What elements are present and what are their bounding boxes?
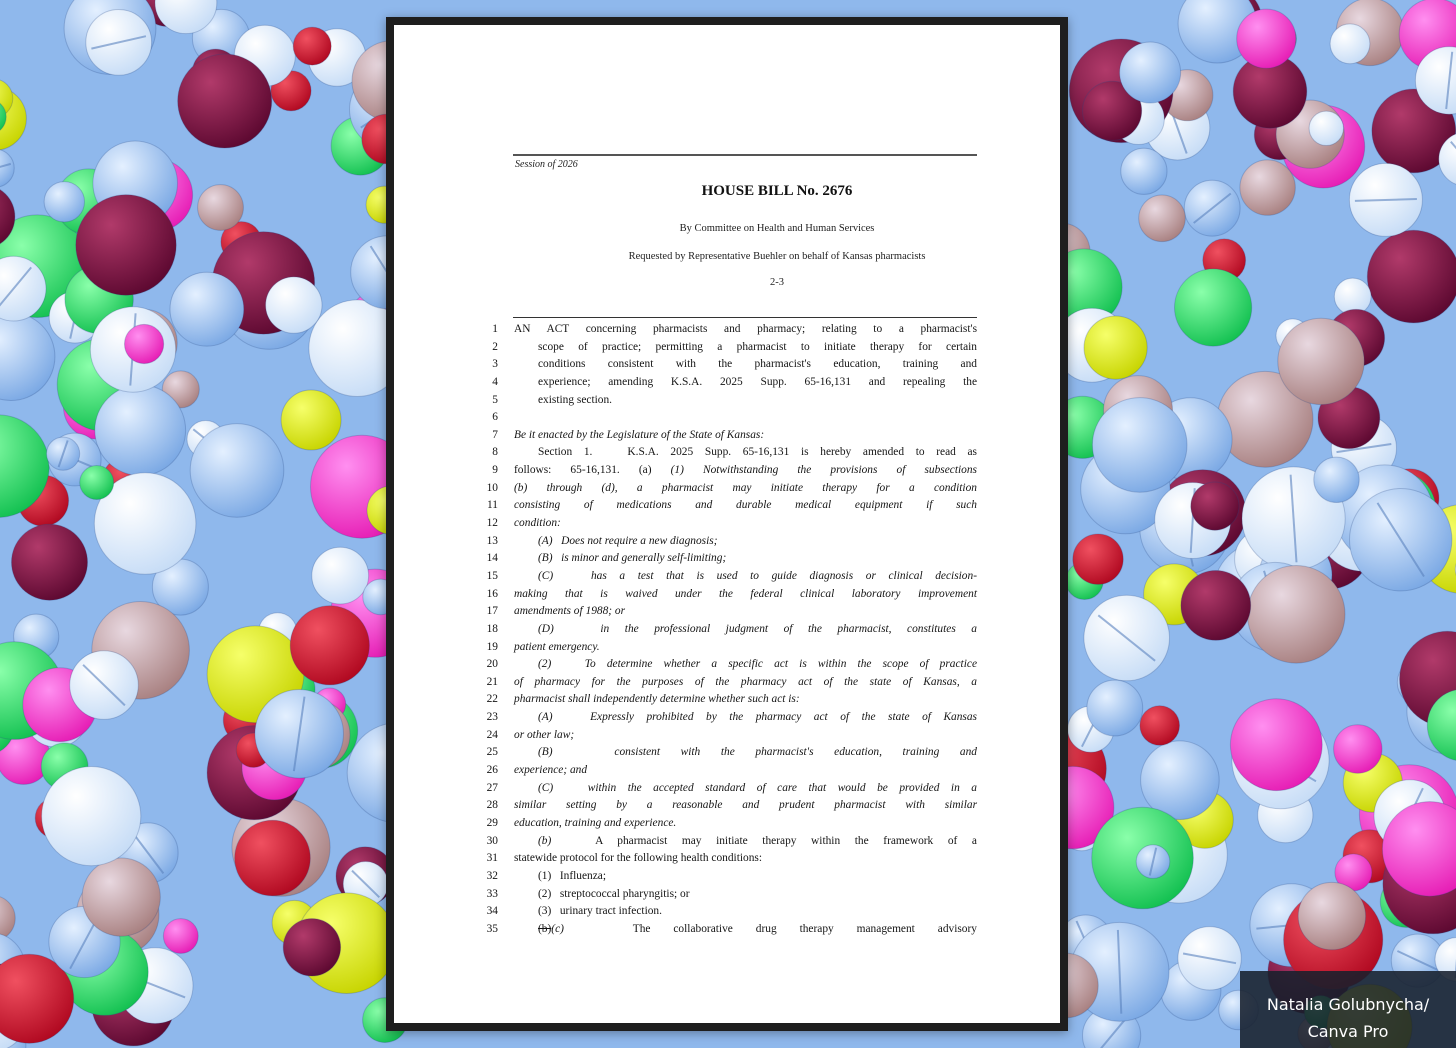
pill-icon <box>1230 699 1322 791</box>
photo-credit <box>1240 971 1456 1048</box>
session-label: Session of 2026 <box>515 159 578 170</box>
pill-icon <box>163 919 198 954</box>
line-number: 23 <box>486 711 498 724</box>
pill-icon <box>293 27 331 65</box>
line-text: experience; amending K.S.A. 2025 Supp. 65-16,131 and repealing the <box>538 375 977 388</box>
pill-icon <box>1330 24 1370 64</box>
pill-icon <box>190 424 284 518</box>
line-text: statewide protocol for the following health conditions: <box>514 852 763 865</box>
pill-icon <box>266 277 322 333</box>
bill-line <box>478 815 980 833</box>
pill-icon <box>235 820 311 896</box>
line-text: (D) in the professional judgment of the pharmacist, constitutes a <box>538 622 977 635</box>
line-number: 32 <box>486 869 498 882</box>
line-number: 15 <box>486 569 498 582</box>
bill-line <box>478 621 980 639</box>
line-text: (3) urinary tract infection. <box>538 905 662 918</box>
line-number: 30 <box>486 834 498 847</box>
line-text: making that is waived under the federal clinical laboratory improvement <box>514 587 977 600</box>
pill-icon <box>198 185 244 231</box>
bill-text <box>478 321 980 938</box>
line-text: of pharmacy for the purposes of the pharmacy act of the state of Kansas, a <box>514 675 977 688</box>
pill-icon <box>1240 160 1295 215</box>
pill-icon <box>125 324 164 363</box>
line-number: 2 <box>492 340 498 353</box>
pill-icon <box>76 195 176 295</box>
line-text: or other law; <box>514 728 575 741</box>
pill-icon <box>1121 148 1167 194</box>
line-number: 33 <box>486 887 498 900</box>
line-number: 17 <box>486 605 498 618</box>
line-text: (2) streptococcal pharyngitis; or <box>538 887 690 900</box>
bill-line <box>478 727 980 745</box>
bill-line <box>478 568 980 586</box>
date-label: 2-3 <box>770 277 784 288</box>
line-text: (B) is minor and generally self-limiting; <box>538 552 727 565</box>
bill-line <box>478 339 980 357</box>
line-number: 6 <box>492 411 498 424</box>
bill-line <box>478 886 980 904</box>
pill-icon <box>1084 316 1147 379</box>
line-number: 25 <box>486 746 498 759</box>
line-number: 21 <box>486 675 498 688</box>
pill-icon <box>1298 882 1365 949</box>
line-number: 31 <box>486 852 498 865</box>
line-text: Be it enacted by the Legislature of the State of Kansas: <box>514 428 765 441</box>
committee-line: By Committee on Health and Human Services <box>679 223 875 234</box>
line-text: (A) Does not require a new diagnosis; <box>538 534 718 547</box>
pill-icon <box>1140 706 1180 746</box>
line-number: 20 <box>486 658 498 671</box>
line-text: education, training and experience. <box>514 816 677 829</box>
bill-line <box>478 868 980 886</box>
bill-line <box>478 374 980 392</box>
pill-icon <box>42 767 141 866</box>
document-frame <box>386 17 1068 1031</box>
pill-icon <box>1237 9 1296 68</box>
bill-line <box>478 533 980 551</box>
pill-icon <box>1181 571 1251 641</box>
bill-line <box>478 921 980 939</box>
pill-icon <box>1073 534 1123 584</box>
line-number: 14 <box>486 552 498 565</box>
line-text: (C) within the accepted standard of care that would be provided in a <box>538 781 977 794</box>
line-number: 8 <box>492 446 498 459</box>
line-number: 24 <box>486 728 498 741</box>
line-text: existing section. <box>538 393 613 406</box>
pill-icon <box>95 385 186 476</box>
bill-line <box>478 409 980 427</box>
pill-icon <box>1334 725 1382 773</box>
pill-icon <box>290 606 369 685</box>
line-number: 12 <box>486 517 498 530</box>
line-number: 19 <box>486 640 498 653</box>
requested-line: Requested by Representative Buehler on behalf of Kansas pharmacists <box>628 251 926 262</box>
line-number: 35 <box>486 922 498 935</box>
body-rule <box>513 317 977 318</box>
bill-line <box>478 497 980 515</box>
header-rule <box>513 154 977 156</box>
line-number: 13 <box>486 534 498 547</box>
line-text: Section 1. K.S.A. 2025 Supp. 65-16,131 is hereby amended to read as <box>538 446 977 459</box>
line-text: amendments of 1988; or <box>514 605 626 618</box>
pill-icon <box>44 182 84 222</box>
line-text: (C) has a test that is used to guide diagnosis or clinical decision- <box>538 569 977 582</box>
line-number: 11 <box>487 499 498 512</box>
pill-icon <box>1175 269 1252 346</box>
line-text: (2) To determine whether a specific act is within the scope of practice <box>538 658 977 671</box>
line-number: 4 <box>492 375 498 388</box>
line-text: scope of practice; permitting a pharmacist to initiate therapy for certain <box>538 340 977 353</box>
line-number: 3 <box>492 358 498 371</box>
bill-line <box>478 586 980 604</box>
bill-line <box>478 709 980 727</box>
bill-line <box>478 427 980 445</box>
line-number: 7 <box>492 428 498 441</box>
line-text: similar setting by a reasonable and prudent pharmacist with similar <box>514 799 977 812</box>
line-text: (B) consistent with the pharmacist's education, training and <box>538 746 977 759</box>
bill-line <box>478 656 980 674</box>
line-number: 10 <box>486 481 498 494</box>
line-text: patient emergency. <box>514 640 600 653</box>
bill-line <box>478 515 980 533</box>
bill-line <box>478 762 980 780</box>
photo-credit-line-1: Natalia Golubnycha/ <box>1266 995 1430 1014</box>
line-text: follows: 65-16,131. (a) (1) Notwithstanding the provisions of subsections <box>514 464 977 477</box>
photo-credit-line-2: Canva Pro <box>1307 1022 1389 1041</box>
bill-title: HOUSE BILL No. 2676 <box>701 183 853 199</box>
pill-icon <box>1139 195 1186 242</box>
pill-icon <box>178 54 272 148</box>
line-number: 27 <box>486 781 498 794</box>
line-number: 34 <box>486 905 498 918</box>
line-text: (b) through (d), a pharmacist may initiate therapy for a condition <box>514 481 977 494</box>
document-page <box>394 25 1060 1023</box>
pill-icon <box>1278 318 1364 404</box>
line-text: (A) Expressly prohibited by the pharmacy act of the state of Kansas <box>538 711 977 724</box>
line-text: consisting of medications and durable medical equipment if such <box>514 499 977 512</box>
line-number: 18 <box>486 622 498 635</box>
bill-line <box>478 744 980 762</box>
bill-line <box>478 797 980 815</box>
pill-icon <box>1191 482 1239 530</box>
line-number: 26 <box>486 764 498 777</box>
line-text: pharmacist shall independently determine whether such act is: <box>514 693 800 706</box>
pill-icon <box>1247 566 1345 664</box>
line-number: 22 <box>486 693 498 706</box>
bill-line <box>478 850 980 868</box>
line-text: AN ACT concerning pharmacists and pharmacy; relating to a pharmacist's <box>514 323 977 335</box>
bill-line <box>478 691 980 709</box>
pill-icon <box>82 858 160 936</box>
line-text: (1) Influenza; <box>538 869 606 882</box>
pill-icon <box>1087 680 1143 736</box>
pill-icon <box>281 390 341 450</box>
pill-icon <box>12 524 88 600</box>
line-number: 29 <box>486 816 498 829</box>
pill-icon <box>170 272 244 346</box>
pill-icon <box>1367 230 1456 323</box>
bill-line <box>478 603 980 621</box>
line-number: 16 <box>486 587 498 600</box>
line-text: condition: <box>514 517 561 530</box>
line-text: (b) A pharmacist may initiate therapy within the framework of a <box>538 834 977 847</box>
pill-icon <box>1314 457 1359 502</box>
line-number: 28 <box>486 799 498 812</box>
line-number: 5 <box>492 393 498 406</box>
bill-line <box>478 392 980 410</box>
line-text: (b)(c) The collaborative drug therapy management advisory <box>538 922 977 935</box>
bill-line <box>478 674 980 692</box>
bill-line <box>478 903 980 921</box>
bill-line <box>478 356 980 374</box>
pill-icon <box>312 547 369 604</box>
bill-line <box>478 780 980 798</box>
bill-line <box>478 462 980 480</box>
pill-icon <box>1309 111 1343 145</box>
bill-line <box>478 833 980 851</box>
bill-line <box>478 480 980 498</box>
line-number: 1 <box>492 323 498 335</box>
bill-line <box>478 639 980 657</box>
pill-icon <box>1092 398 1187 493</box>
pill-icon <box>1120 42 1181 103</box>
bill-line <box>478 550 980 568</box>
pill-icon <box>283 919 340 976</box>
bill-line <box>478 444 980 462</box>
line-number: 9 <box>492 464 498 477</box>
bill-line <box>478 321 980 339</box>
line-text: conditions consistent with the pharmacist's education, training and <box>538 358 977 371</box>
line-text: experience; and <box>514 764 588 777</box>
pill-icon <box>80 466 114 500</box>
